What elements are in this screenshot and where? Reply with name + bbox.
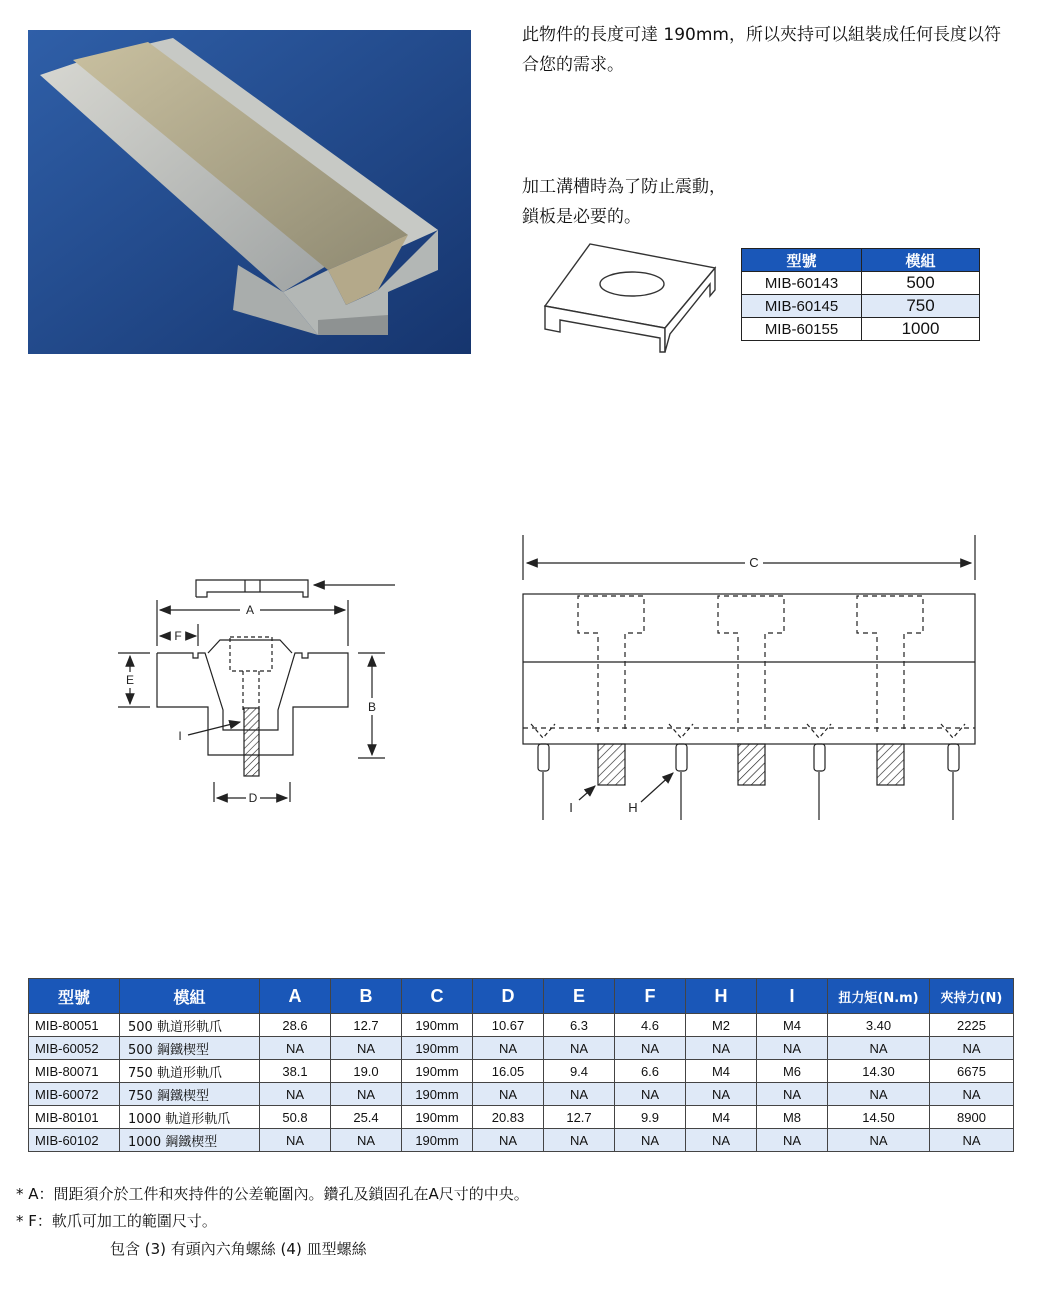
cell-c: 190mm [402, 1014, 473, 1037]
cell-torque: NA [828, 1129, 930, 1152]
cell-model: MIB-60143 [742, 272, 862, 295]
cell-model: MIB-80051 [29, 1014, 120, 1037]
cell-clamp-force: NA [930, 1083, 1014, 1106]
table-row [742, 318, 980, 341]
cell-c: 190mm [402, 1129, 473, 1152]
cell-clamp-force: 8900 [930, 1106, 1014, 1129]
table-row [29, 1037, 1014, 1060]
cell-i: NA [757, 1083, 828, 1106]
cell-e: 9.4 [544, 1060, 615, 1083]
cell-torque: NA [828, 1083, 930, 1106]
header-model: 型號 [742, 249, 862, 272]
note-included: 包含 (3) 有頭內六角螺絲 (4) 皿型螺絲 [110, 1240, 367, 1258]
label-i: I [178, 729, 182, 743]
cell-f: 9.9 [615, 1106, 686, 1129]
note-a: * A：間距須介於工件和夾持件的公差範圍內。鑽孔及鎖固孔在A尺寸的中央。 [16, 1185, 529, 1203]
cell-h: NA [686, 1083, 757, 1106]
cell-h: M2 [686, 1014, 757, 1037]
cell-e: NA [544, 1083, 615, 1106]
product-photo [28, 30, 471, 354]
label-c: C [749, 555, 759, 570]
label-f: F [174, 629, 182, 643]
side-view-diagram [505, 530, 995, 830]
cell-clamp-force: 6675 [930, 1060, 1014, 1083]
cell-model: MIB-60072 [29, 1083, 120, 1106]
cell-clamp-force: NA [930, 1037, 1014, 1060]
intro-line-2: 合您的需求。 [522, 55, 624, 75]
cell-c: 190mm [402, 1083, 473, 1106]
header-b: B [331, 979, 402, 1014]
header-a: A [260, 979, 331, 1014]
table-row [742, 295, 980, 318]
cell-c: 190mm [402, 1060, 473, 1083]
cell-module: 750 [862, 295, 980, 318]
label-h: H [628, 800, 638, 815]
cell-f: NA [615, 1083, 686, 1106]
cell-b: NA [331, 1083, 402, 1106]
header-e: E [544, 979, 615, 1014]
cell-module: 750 軌道形軌爪 [120, 1060, 260, 1083]
header-d: D [473, 979, 544, 1014]
cell-i: M6 [757, 1060, 828, 1083]
cell-h: NA [686, 1129, 757, 1152]
header-clamp-force: 夾持力(N) [930, 979, 1014, 1014]
cell-module: 500 [862, 272, 980, 295]
cell-torque: 3.40 [828, 1014, 930, 1037]
cell-module: 500 軌道形軌爪 [120, 1014, 260, 1037]
cell-h: M4 [686, 1060, 757, 1083]
cell-a: NA [260, 1129, 331, 1152]
cell-module: 750 鋼鐵楔型 [120, 1083, 260, 1106]
header-f: F [615, 979, 686, 1014]
cell-d: 20.83 [473, 1106, 544, 1129]
cell-d: 16.05 [473, 1060, 544, 1083]
table-row [29, 1060, 1014, 1083]
cell-model: MIB-60145 [742, 295, 862, 318]
cell-i: NA [757, 1037, 828, 1060]
intro-text [522, 20, 1032, 80]
intro-line-1: 此物件的長度可達 190mm，所以夾持可以組裝成任何長度以符 [522, 25, 1001, 45]
label-i-side: I [569, 800, 573, 815]
lock-plate-drawing [540, 240, 720, 355]
cell-b: NA [331, 1037, 402, 1060]
cell-h: NA [686, 1037, 757, 1060]
cell-i: M4 [757, 1014, 828, 1037]
cell-torque: 14.50 [828, 1106, 930, 1129]
cell-f: NA [615, 1037, 686, 1060]
cell-e: 6.3 [544, 1014, 615, 1037]
label-b: B [367, 700, 377, 714]
cell-c: 190mm [402, 1106, 473, 1129]
table-row [742, 272, 980, 295]
cell-f: 4.6 [615, 1014, 686, 1037]
cell-f: NA [615, 1129, 686, 1152]
table-row [29, 1014, 1014, 1037]
label-d: D [248, 791, 258, 805]
cell-d: NA [473, 1037, 544, 1060]
cell-a: 28.6 [260, 1014, 331, 1037]
lockplate-line-1: 加工溝槽時為了防止震動， [522, 177, 726, 197]
cell-clamp-force: NA [930, 1129, 1014, 1152]
table-row [29, 1106, 1014, 1129]
header-module: 模組 [120, 979, 260, 1014]
cell-model: MIB-60155 [742, 318, 862, 341]
cell-f: 6.6 [615, 1060, 686, 1083]
cell-model: MIB-80101 [29, 1106, 120, 1129]
cell-module: 1000 [862, 318, 980, 341]
cell-module: 500 鋼鐵楔型 [120, 1037, 260, 1060]
table-header-row [742, 249, 980, 272]
cell-e: 12.7 [544, 1106, 615, 1129]
header-torque: 扭力矩(N.m) [828, 979, 930, 1014]
header-i: I [757, 979, 828, 1014]
cell-model: MIB-60052 [29, 1037, 120, 1060]
table-row [29, 1083, 1014, 1106]
cell-a: NA [260, 1037, 331, 1060]
cell-a: 38.1 [260, 1060, 331, 1083]
spec-header-row [29, 979, 1014, 1014]
cell-a: 50.8 [260, 1106, 331, 1129]
cell-e: NA [544, 1037, 615, 1060]
cell-torque: NA [828, 1037, 930, 1060]
cell-b: 25.4 [331, 1106, 402, 1129]
cell-c: 190mm [402, 1037, 473, 1060]
cell-model: MIB-60102 [29, 1129, 120, 1152]
lock-plate-table [741, 248, 980, 341]
note-f: * F：軟爪可加工的範圍尺寸。 [16, 1212, 217, 1230]
header-h: H [686, 979, 757, 1014]
cell-h: M4 [686, 1106, 757, 1129]
header-c: C [402, 979, 473, 1014]
cell-module: 1000 鋼鐵楔型 [120, 1129, 260, 1152]
label-e: E [125, 673, 135, 687]
cell-a: NA [260, 1083, 331, 1106]
header-model: 型號 [29, 979, 120, 1014]
cell-d: NA [473, 1083, 544, 1106]
cell-clamp-force: 2225 [930, 1014, 1014, 1037]
cell-torque: 14.30 [828, 1060, 930, 1083]
cross-section-diagram [100, 560, 420, 820]
lockplate-line-2: 鎖板是必要的。 [522, 207, 641, 227]
cell-d: NA [473, 1129, 544, 1152]
cell-module: 1000 軌道形軌爪 [120, 1106, 260, 1129]
table-row [29, 1129, 1014, 1152]
spec-table [28, 978, 1014, 1152]
cell-b: 19.0 [331, 1060, 402, 1083]
cell-model: MIB-80071 [29, 1060, 120, 1083]
cell-e: NA [544, 1129, 615, 1152]
cell-i: M8 [757, 1106, 828, 1129]
cell-i: NA [757, 1129, 828, 1152]
cell-d: 10.67 [473, 1014, 544, 1037]
cell-b: 12.7 [331, 1014, 402, 1037]
label-a: A [245, 603, 255, 617]
header-module: 模組 [862, 249, 980, 272]
cell-b: NA [331, 1129, 402, 1152]
lockplate-text [522, 172, 942, 232]
